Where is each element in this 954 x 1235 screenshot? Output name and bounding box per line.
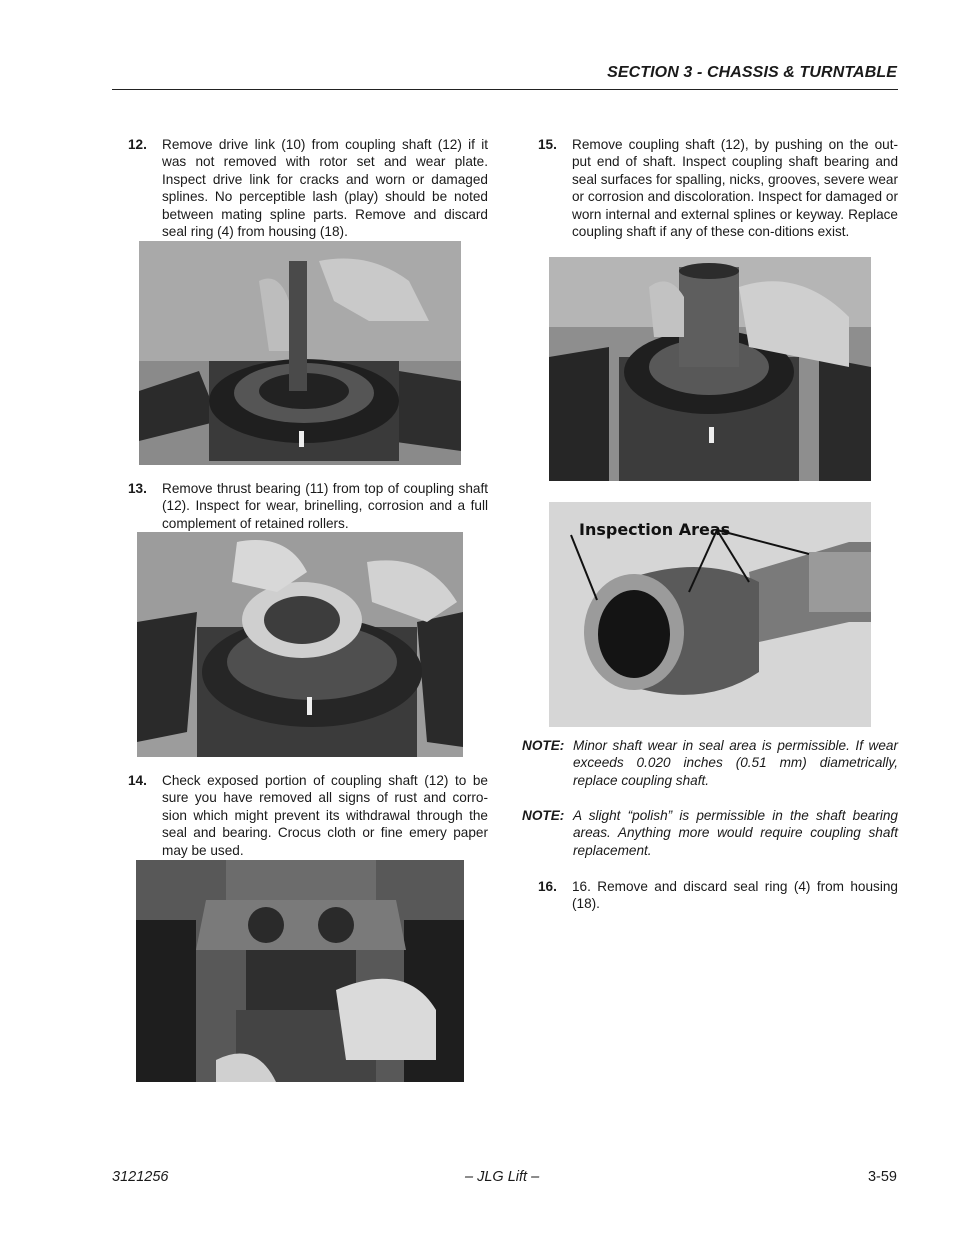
step-text: 16. Remove and discard seal ring (4) from housing (18).	[572, 879, 898, 912]
note-label: NOTE:	[522, 808, 565, 823]
footer-page-number: 3-59	[867, 1169, 897, 1185]
section-title: SECTION 3 - CHASSIS & TURNTABLE	[607, 64, 897, 81]
photo-inspection-areas	[549, 502, 871, 727]
inspection-areas-label: Inspection Areas	[579, 520, 731, 539]
step-14	[128, 772, 488, 860]
step-text: Remove coupling shaft (12), by pushing on the out-put end of shaft. Inspect coupling shaft bearing and seal surfaces for spalling, nicks, grooves, severe wear or corrosion and discoloration. Inspect for damaged or worn internal and external splines or keyway. Replace coupling shaft if any of these con-ditions exist.	[572, 137, 898, 240]
step-number: 15.	[538, 137, 557, 152]
step-number: 12.	[128, 137, 147, 152]
photo-thrust-bearing	[137, 532, 463, 757]
step-number: 14.	[128, 773, 147, 788]
header-rule	[112, 89, 898, 90]
note-polish	[522, 807, 898, 861]
note-shaft-wear	[522, 737, 898, 791]
note-text: A slight “polish” is permissible in the shaft bearing areas. Anything more would require coupling shaft replacement.	[573, 808, 898, 858]
photo-coupling-shaft-removal	[549, 257, 871, 481]
footer-center: – JLG Lift –	[465, 1169, 540, 1185]
step-12	[128, 136, 488, 242]
step-15	[538, 136, 898, 260]
step-number: 16.	[538, 879, 557, 894]
step-text: Check exposed portion of coupling shaft (12) to be sure you have removed all signs of rust and corro-sion which might prevent its withdrawal through the seal and bearing. Crocus cloth or fine emery paper may be used.	[162, 773, 488, 858]
step-13	[128, 480, 488, 534]
step-number: 13.	[128, 481, 147, 496]
photo-drive-link-removal	[139, 241, 461, 465]
note-label: NOTE:	[522, 738, 565, 753]
photo-coupling-shaft-check	[136, 860, 464, 1082]
step-16	[538, 878, 898, 914]
step-text: Remove drive link (10) from coupling shaft (12) if it was not removed with rotor set and wear plate. Inspect drive link for cracks and worn or damaged splines. No perceptible lash (play) should be noted between mating spline parts. Remove and discard seal ring (4) from housing (18).	[162, 137, 488, 240]
footer-doc-number: 3121256	[112, 1169, 169, 1185]
step-text: Remove thrust bearing (11) from top of coupling shaft (12). Inspect for wear, brinelling, corrosion and a full complement of retained rollers.	[162, 481, 488, 531]
note-text: Minor shaft wear in seal area is permissible. If wear exceeds 0.020 inches (0.51 mm) diametrically, replace coupling shaft.	[573, 738, 898, 788]
